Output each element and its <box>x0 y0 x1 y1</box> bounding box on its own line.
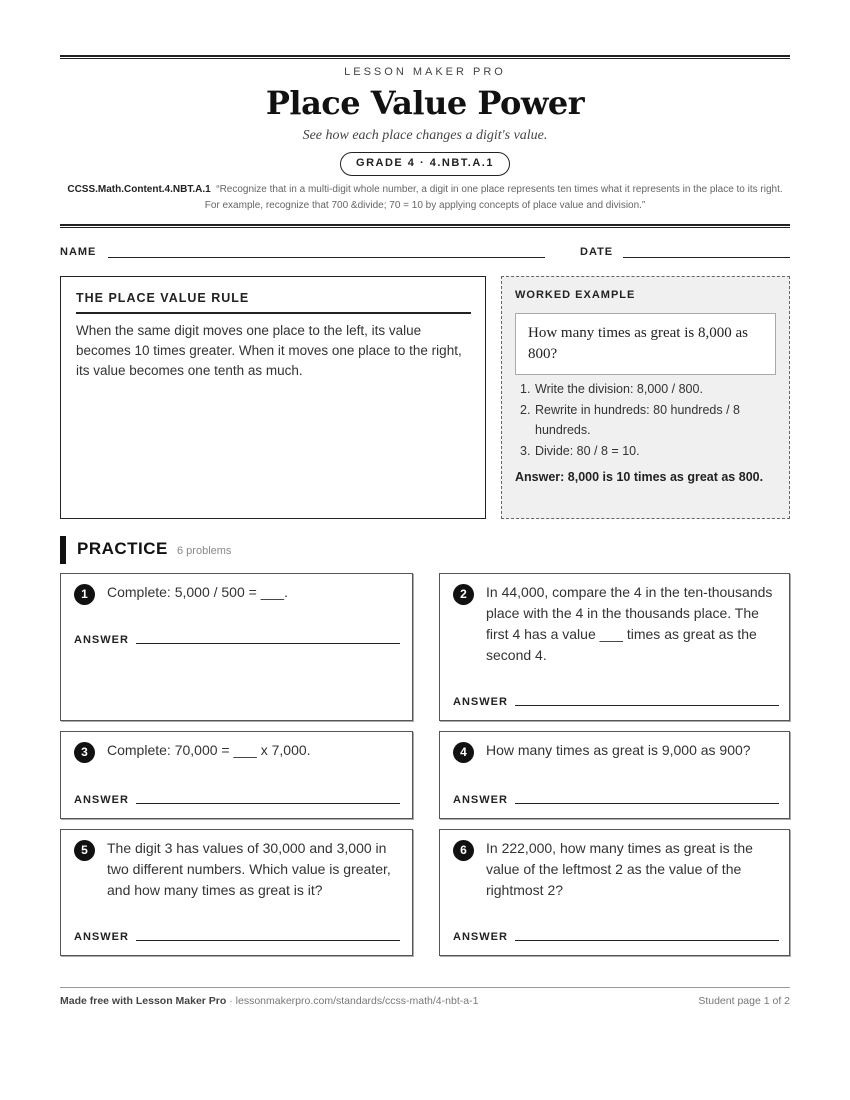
problem-number-badge: 4 <box>453 742 474 763</box>
answer-field[interactable] <box>515 940 779 941</box>
problem-card-2 <box>439 573 790 721</box>
practice-title: PRACTICE <box>77 539 168 558</box>
worked-example-answer: Answer: 8,000 is 10 times as great as 800. <box>515 470 764 484</box>
grade-badge: GRADE 4 · 4.NBT.A.1 <box>340 152 510 176</box>
standard-code: CCSS.Math.Content.4.NBT.A.1 <box>67 184 211 195</box>
problem-number-badge: 5 <box>74 840 95 861</box>
answer-field[interactable] <box>136 940 400 941</box>
worked-example-step: 3. Divide: 80 / 8 = 10. <box>520 444 640 458</box>
worked-example-steps <box>515 379 777 462</box>
worked-example-step: 1. Write the division: 8,000 / 800. <box>520 382 703 396</box>
practice-accent-bar <box>60 536 66 564</box>
worked-example-question: How many times as great is 8,000 as 800? <box>515 313 776 375</box>
problem-card-5 <box>60 829 413 956</box>
worked-example-step: 2. Rewrite in hundreds: 80 hundreds / 8 hundreds. <box>520 403 740 437</box>
standard-description <box>60 182 790 214</box>
answer-label: ANSWER <box>453 931 508 943</box>
answer-label: ANSWER <box>74 794 129 806</box>
rule-box-divider <box>76 312 471 314</box>
problem-card-3 <box>60 731 413 819</box>
name-label: NAME <box>60 246 97 258</box>
rule-box-title: THE PLACE VALUE RULE <box>76 291 250 305</box>
problem-number-badge: 2 <box>453 584 474 605</box>
problem-text: In 222,000, how many times as great is the value of the leftmost 2 as the value of the rightmost 2? <box>486 840 753 898</box>
name-field[interactable] <box>108 257 545 258</box>
problem-text: Complete: 70,000 = ___ x 7,000. <box>107 742 311 758</box>
date-label: DATE <box>580 246 614 258</box>
footer-url[interactable]: · lessonmakerpro.com/standards/ccss-math/4-nbt-a-1 <box>226 995 479 1007</box>
answer-label: ANSWER <box>453 696 508 708</box>
problem-text: Complete: 5,000 / 500 = ___. <box>107 584 288 600</box>
problem-number-badge: 3 <box>74 742 95 763</box>
problem-text: In 44,000, compare the 4 in the ten-thousands place with the 4 in the thousands place. The first 4 has a value ___ times as great as the second 4. <box>486 584 773 663</box>
answer-field[interactable] <box>136 643 400 644</box>
rule-box-text: When the same digit moves one place to the left, its value becomes 10 times greater. When it moves one place to the right, its value becomes one tenth as much. <box>76 323 462 378</box>
footer-page-number: Student page 1 of 2 <box>698 995 790 1007</box>
problem-number-badge: 6 <box>453 840 474 861</box>
footer-rule <box>60 987 790 988</box>
footer-made-with: Made free with Lesson Maker Pro <box>60 995 227 1007</box>
answer-label: ANSWER <box>453 794 508 806</box>
problem-card-4 <box>439 731 790 819</box>
practice-count: 6 problems <box>177 545 232 557</box>
page-title: Place Value Power <box>265 84 585 122</box>
header-top-rule <box>60 55 790 59</box>
brand-name: LESSON MAKER PRO <box>344 66 506 78</box>
answer-label: ANSWER <box>74 931 129 943</box>
answer-label: ANSWER <box>74 634 129 646</box>
place-value-rule-box <box>60 276 486 519</box>
answer-field[interactable] <box>515 705 779 706</box>
worked-example-box <box>501 276 790 519</box>
date-field[interactable] <box>623 257 790 258</box>
header-bottom-rule <box>60 224 790 228</box>
footer-credit <box>60 995 478 1007</box>
problem-text: How many times as great is 9,000 as 900? <box>486 742 751 758</box>
worked-example-title: WORKED EXAMPLE <box>515 289 636 301</box>
page-subtitle: See how each place changes a digit's value. <box>302 128 548 143</box>
problem-card-1 <box>60 573 413 721</box>
problem-card-6 <box>439 829 790 956</box>
answer-field[interactable] <box>136 803 400 804</box>
standard-text: “Recognize that in a multi-digit whole number, a digit in one place represents ten times what it represents in the place to its right. For example, recognize that 700 &divide; 70 = 10 by applying concepts of place value and division.” <box>204 184 783 211</box>
problem-number-badge: 1 <box>74 584 95 605</box>
answer-field[interactable] <box>515 803 779 804</box>
problem-text: The digit 3 has values of 30,000 and 3,000 in two different numbers. Which value is greater, and how many times as great is it? <box>107 840 391 898</box>
